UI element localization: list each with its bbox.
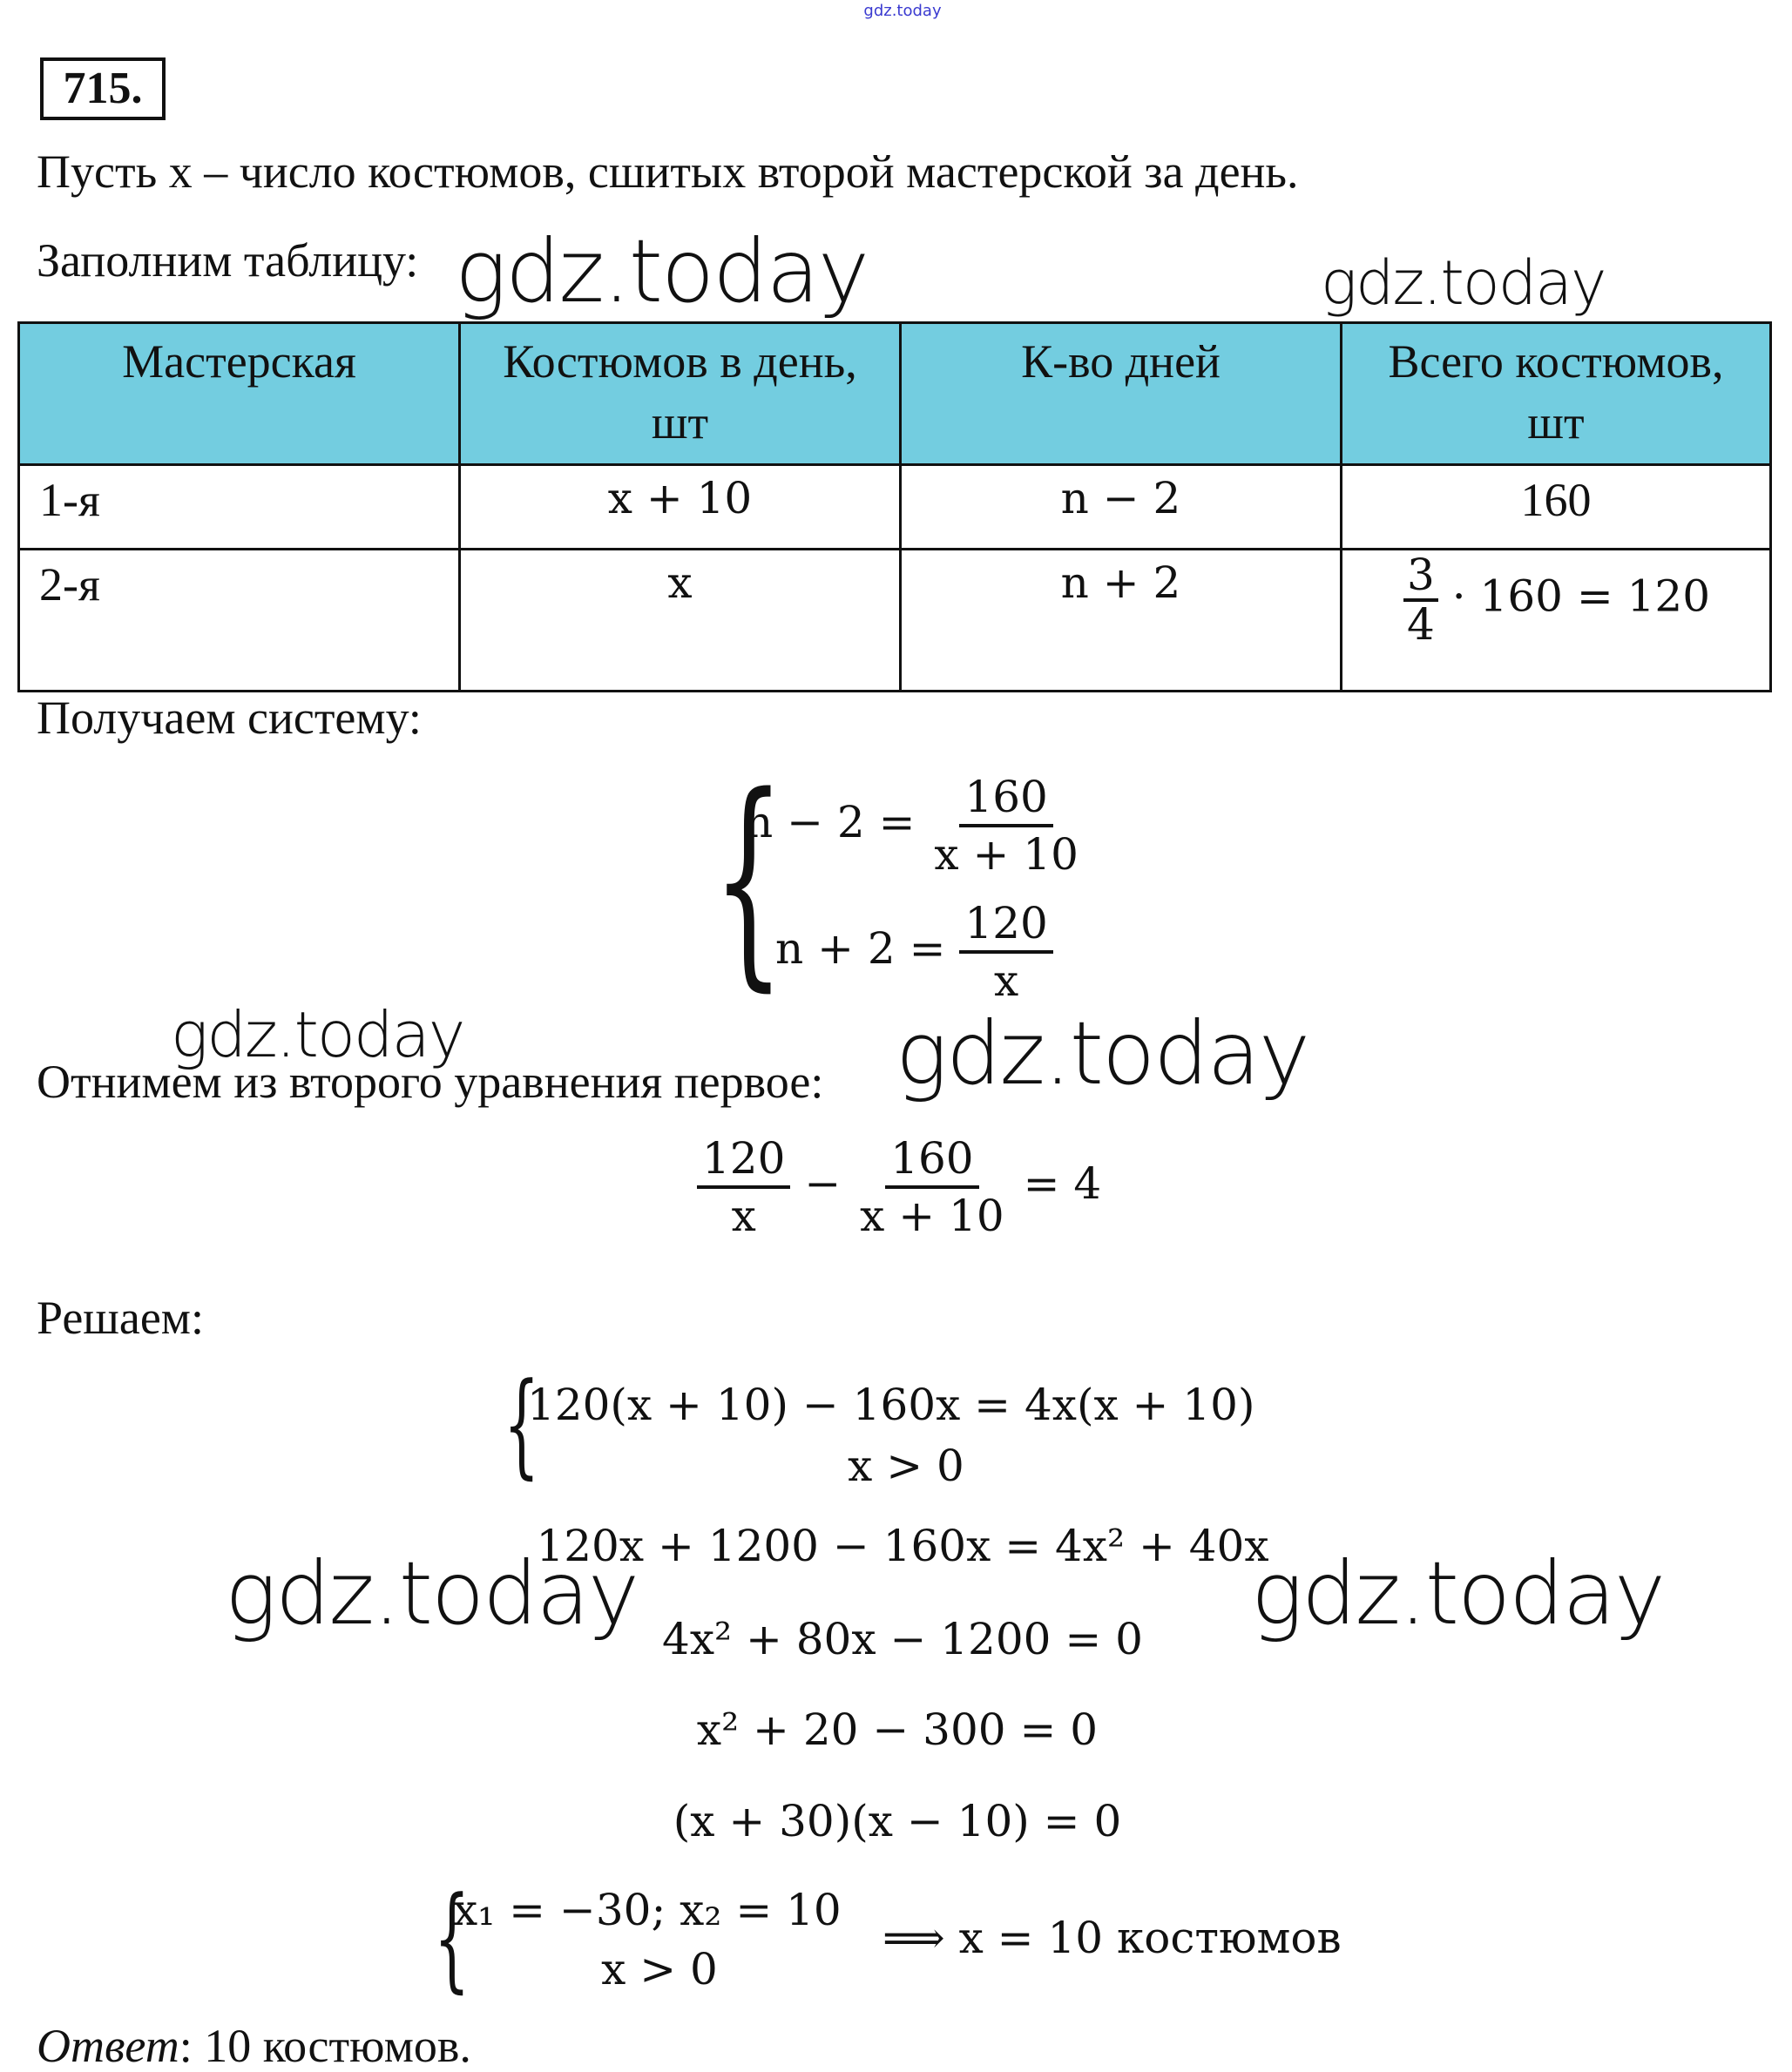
watermark: gdz.today: [1251, 1542, 1665, 1644]
eq-left: n − 2 =: [745, 797, 916, 847]
denominator: x + 10: [934, 829, 1079, 880]
numerator: 160: [885, 1137, 978, 1189]
rhs: = 4: [1023, 1158, 1102, 1209]
cell-name: 2-я: [19, 550, 460, 692]
denominator: x: [994, 955, 1019, 1006]
system-brace: {: [713, 748, 785, 1011]
system-eq-1: [745, 772, 1084, 880]
numerator: 120: [697, 1137, 790, 1189]
header-cell: Костюмов в день, шт: [460, 323, 901, 465]
data-table: [17, 321, 1772, 692]
conclusion: ⟹ x = 10 костюмов: [882, 1913, 1342, 1963]
difference-equation: [697, 1133, 1102, 1241]
step-2: 4x² + 80x − 1200 = 0: [662, 1614, 1143, 1664]
cell-total: [1342, 550, 1771, 692]
fill-table-label: Заполним таблицу:: [37, 234, 419, 287]
answer-text: : 10 костюмов.: [179, 2020, 471, 2072]
minus-sign: −: [804, 1158, 842, 1209]
header-watermark: gdz.today: [863, 2, 942, 20]
cell-name: 1-я: [19, 465, 460, 550]
denominator: 4: [1407, 598, 1435, 650]
step-3: x² + 20 − 300 = 0: [696, 1704, 1099, 1755]
numerator: 120: [959, 901, 1052, 954]
cell-per-day: x + 10: [460, 465, 901, 550]
watermark: gdz.today: [225, 1542, 639, 1644]
header-cell: Всего костюмов, шт: [1342, 323, 1771, 465]
system-eq-2: [775, 898, 1053, 1006]
watermark: gdz.today: [455, 220, 869, 322]
denominator: x + 10: [860, 1191, 1004, 1241]
cell-days: n − 2: [901, 465, 1342, 550]
watermark: gdz.today: [171, 998, 464, 1071]
fraction: [855, 1133, 1010, 1241]
subtract-label: Отнимем из второго уравнения первое:: [37, 1056, 824, 1108]
watermark: gdz.today: [896, 1002, 1309, 1104]
problem-number: 715.: [40, 57, 166, 120]
roots-line-2: x > 0: [601, 1944, 718, 1994]
answer-label: Ответ: [37, 2020, 179, 2072]
eq-left: n + 2 =: [775, 923, 946, 974]
denominator: x: [731, 1191, 756, 1241]
system-brace: {: [434, 1872, 470, 2004]
watermark: gdz.today: [1321, 247, 1606, 319]
intro-text: Пусть x – число костюмов, сшитых второй мастерской за день.: [37, 145, 1299, 198]
header-cell: К-во дней: [901, 323, 1342, 465]
fraction: [697, 1133, 790, 1241]
cell-total: 160: [1342, 465, 1771, 550]
total-rest: · 160 = 120: [1451, 570, 1711, 622]
table-row: [19, 465, 1771, 550]
system-brace: {: [504, 1358, 540, 1490]
numerator: 160: [959, 775, 1052, 827]
fraction: [929, 772, 1084, 880]
solve-label: Решаем:: [37, 1292, 204, 1344]
numerator: 3: [1403, 552, 1438, 602]
header-cell: Мастерская: [19, 323, 460, 465]
solve-eq-2: x > 0: [848, 1441, 964, 1491]
fraction: [1403, 550, 1438, 650]
system-label: Получаем систему:: [37, 692, 422, 744]
step-4: (x + 30)(x − 10) = 0: [673, 1796, 1122, 1846]
solve-eq-1: 120(x + 10) − 160x = 4x(x + 10): [527, 1380, 1255, 1430]
table-row: [19, 550, 1771, 692]
cell-days: n + 2: [901, 550, 1342, 692]
fraction: [959, 898, 1052, 1006]
cell-per-day: x: [460, 550, 901, 692]
table-header-row: [19, 323, 1771, 465]
step-1: 120x + 1200 − 160x = 4x² + 40x: [536, 1521, 1269, 1571]
roots-line-1: x₁ = −30; x₂ = 10: [453, 1885, 842, 1935]
